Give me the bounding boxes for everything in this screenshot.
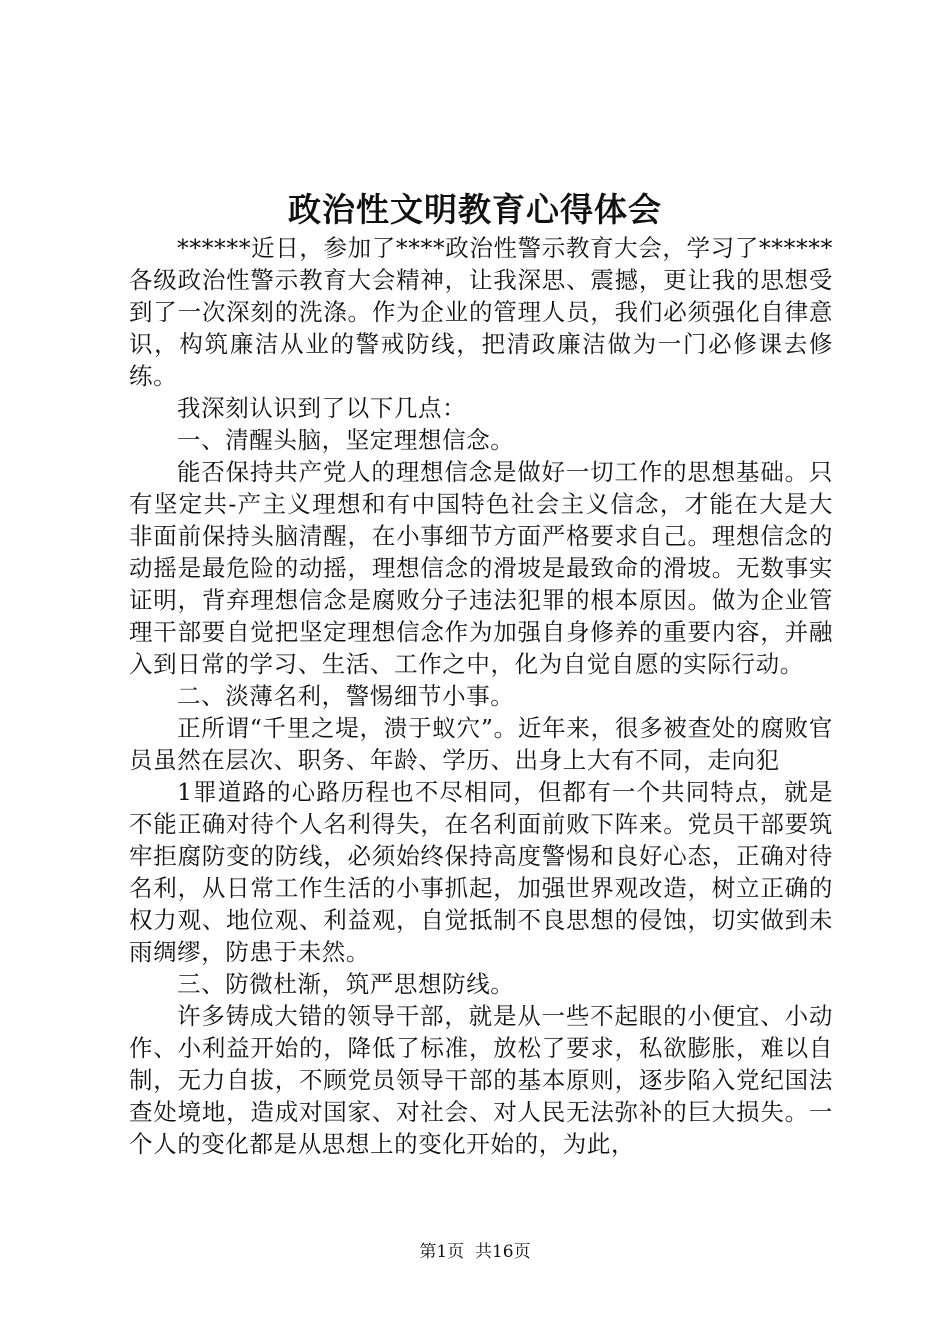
document-title: 政治性文明教育心得体会 bbox=[288, 190, 662, 229]
heading-point-1: 一、清醒头脑，坚定理想信念。 bbox=[177, 426, 515, 454]
paragraph-point-2b: 1罪道路的心路历程也不尽相同，但都有一个共同特点，就是不能正确对待个人名利得失，在名利面前败下阵来。党员干部要筑牢拒腐防变的防线，必须始终保持高度警惕和良好心态，正确对待名利，从日常工作生活的小事抓起，加强世界观改造，树立正确的权力观、地位观、利益观，自觉抵制不良思想的侵蚀，切实做到未雨绸缪，防患于未然。 bbox=[129, 778, 833, 966]
page-footer: 第1页 共16页 bbox=[419, 1242, 531, 1262]
paragraph-intro: ******近日，参加了****政治性警示教育大会，学习了******各级政治性警示教育大会精神，让我深思、震撼，更让我的思想受到了一次深刻的洗涤。作为企业的管理人员，我们必须强化自律意识，构筑廉洁从业的警戒防线，把清政廉洁做为一门必修课去修练。 bbox=[129, 234, 833, 390]
heading-point-3: 三、防微杜渐，筑严思想防线。 bbox=[177, 970, 515, 998]
document-body bbox=[129, 232, 833, 1160]
paragraph-point-2a: 正所谓“千里之堤，溃于蚁穴”。近年来，很多被查处的腐败官员虽然在层次、职务、年龄、学历、出身上大有不同，走向犯 bbox=[129, 714, 833, 774]
paragraph-points-lead: 我深刻认识到了以下几点： bbox=[177, 394, 467, 422]
paragraph-point-1: 能否保持共产党人的理想信念是做好一切工作的思想基础。只有坚定共-产主义理想和有中国特色社会主义信念，才能在大是大非面前保持头脑清醒，在小事细节方面严格要求自己。理想信念的动摇是最危险的动摇，理想信念的滑坡是最致命的滑坡。无数事实证明，背弃理想信念是腐败分子违法犯罪的根本原因。做为企业管理干部要自觉把坚定理想信念作为加强自身修养的重要内容，并融入到日常的学习、生活、工作之中，化为自觉自愿的实际行动。 bbox=[129, 458, 833, 678]
paragraph-point-3: 许多铸成大错的领导干部，就是从一些不起眼的小便宜、小动作、小利益开始的，降低了标准，放松了要求，私欲膨胀，难以自制，无力自拔，不顾党员领导干部的基本原则，逐步陷入党纪国法查处境地，造成对国家、对社会、对人民无法弥补的巨大损失。一个人的变化都是从思想上的变化开始的，为此， bbox=[129, 1002, 833, 1158]
heading-point-2: 二、淡薄名利，警惕细节小事。 bbox=[177, 682, 515, 710]
